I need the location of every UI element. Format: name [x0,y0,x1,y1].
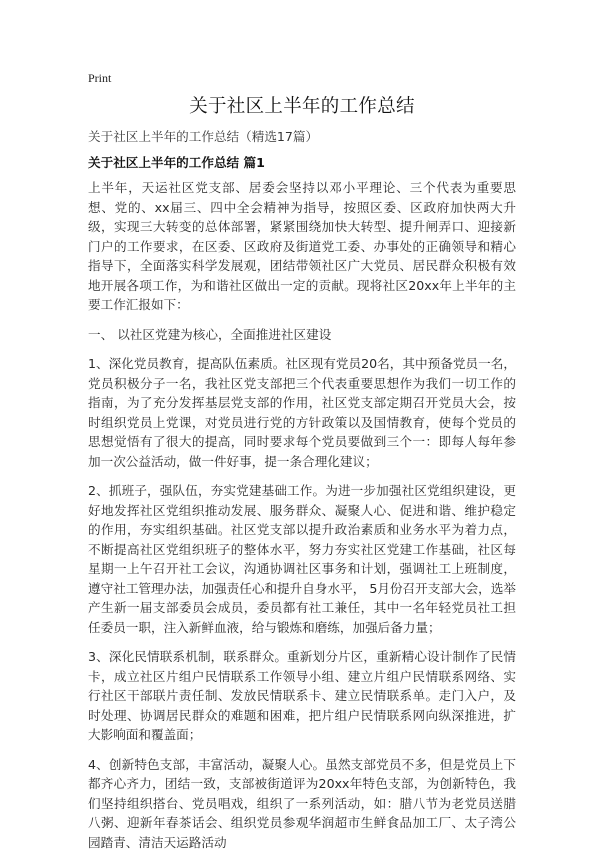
subsection-heading: 一、 以社区党建为核心，全面推进社区建设 [88,326,332,342]
print-label[interactable]: Print [88,71,112,85]
section-heading: 关于社区上半年的工作总结 篇1 [88,155,265,170]
body-paragraph-2: 2、抓班子，强队伍，夯实党建基础工作。为进一步加强社区党组织建设，更好地发挥社区党组织推动发展、服务群众、凝聚人心、促进和谐、维护稳定的作用，夯实组织基础。社区党支部以提升政治素质和业务水平为着力点，不断提高社区党组织班子的整体水平，努力夯实社区党建工作基础，社区每星期一上午召开社工会议，沟通协调社区事务和计划，强调社工上班制度，遵守社工管理办法，加强责任心和提升自身水平， 5月份召开支部大会，选举产生新一届支部委员会成员，委员都有社工兼任，其中一名年轻党员社工担任委员一职，注入新鲜血液，给与锻炼和磨练，加强后备力量； [88,483,516,635]
body-paragraph-3: 3、深化民情联系机制，联系群众。重新划分片区，重新精心设计制作了民情卡，成立社区片组户民情联系工作领导小组、建立片组户民情联系网络、实行社区干部联片责任制、发放民情联系卡、建立民情联系单。走门入户，及时处理、协调居民群众的难题和困难，把片组户民情联系网向纵深推进，扩大影响面和覆盖面； [88,649,516,742]
body-paragraph-1: 1、深化党员教育，提高队伍素质。社区现有党员20名，其中预备党员一名，党员积极分子一名，我社区党支部把三个代表重要思想作为我们一切工作的指南，为了充分发挥基层党支部的作用，社区党支部定期召开党员大会，按时组织党员上党课，对党员进行党的方针政策以及国情教育，使每个党员的思想觉悟有了很大的提高，同时要求每个党员要做到三个一：即每人每年参加一次公益活动，做一件好事，提一条合理化建议； [88,356,516,469]
document-page [88,70,516,862]
body-paragraph-4: 4、创新特色支部，丰富活动，凝聚人心。虽然支部党员不多，但是党员上下都齐心齐力，团结一致，支部被街道评为20xx年特色支部，为创新特色，我们坚持组织搭台、党员唱戏，组织了一系列活动，如：腊八节为老党员送腊八粥、迎新年春茶话会、组织党员参观华润超市生鲜食品加工厂、太子湾公园踏青、清洁天运路活动 [88,756,516,850]
document-title: 关于社区上半年的工作总结 [189,96,415,117]
intro-paragraph: 上半年，天运社区党支部、居委会坚持以邓小平理论、三个代表为重要思想、党的、xx届三、四中全会精神为指导，按照区委、区政府加快两大升级，实现三大转变的总体部署，紧紧围绕加快大转型、提升闸弄口、迎接新门户的工作要求，在区委、区政府及街道党工委、办事处的正确领导和精心指导下，全面落实科学发展观，团结带领社区广大党员、居民群众积极有效地开展各项工作，为和谐社区做出一定的贡献。现将社区20xx年上半年的主要工作汇报如下： [88,180,516,312]
document-subtitle: 关于社区上半年的工作总结（精选17篇） [88,129,319,144]
